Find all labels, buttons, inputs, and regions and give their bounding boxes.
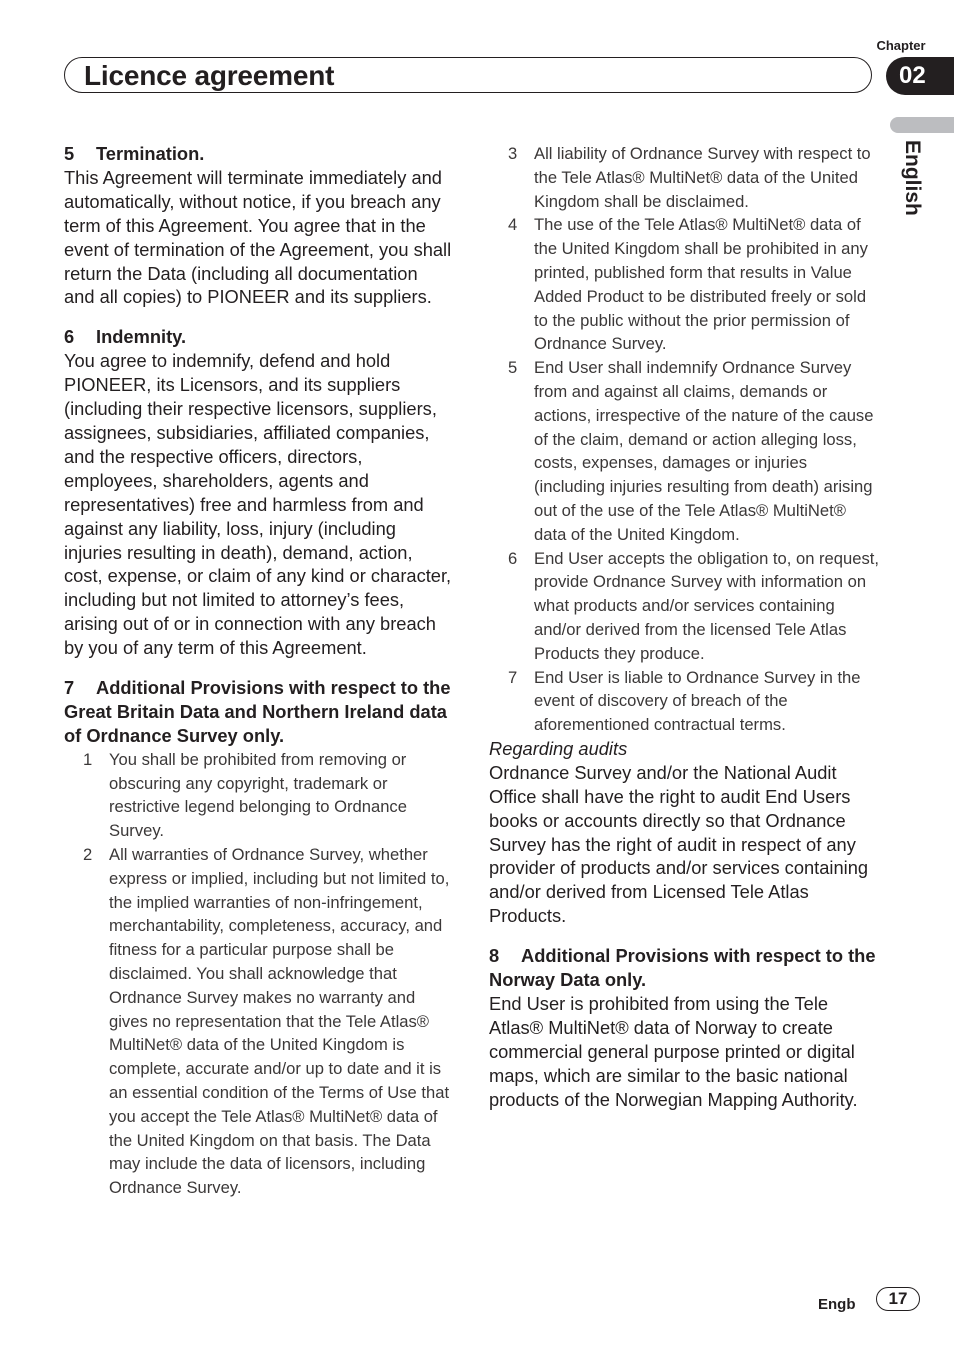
list-item — [489, 547, 881, 666]
section-5-number: 5 — [64, 143, 75, 164]
section-7-heading — [64, 676, 452, 748]
list-item-text: End User shall indemnify Ordnance Survey from and against all claims, demands or actions, irrespective of the nature of the cause of the claim, demand or action alleging loss, costs, expenses, damages or injuries (including injuries resulting from death) arising out of the use of the Tele Atlas® MultiNet® data of the United Kingdom. — [534, 358, 874, 544]
list-item-text: All liability of Ordnance Survey with respect to the Tele Atlas® MultiNet® data of the United Kingdom shall be disclaimed. — [534, 144, 871, 211]
section-8-title: Additional Provisions with respect to the Norway Data only. — [489, 945, 876, 991]
section-8-body: End User is prohibited from using the Tele Atlas® MultiNet® data of Norway to create commercial general purpose printed or digital maps, which are similar to the basic national products of the Norwegian Mapping Authority. — [489, 992, 858, 1110]
audits-body: Ordnance Survey and/or the National Audit Office shall have the right to audit End Users books or accounts directly so that Ordnance Survey has the right of audit in respect of any provider of products and/or services containing and/or derived from Licensed Tele Atlas Products. — [489, 761, 869, 927]
list-item — [64, 748, 452, 843]
section-5-title: Termination. — [96, 143, 205, 164]
locale-code: Engb — [818, 1296, 856, 1313]
list-item — [489, 142, 881, 213]
section-7-title: Additional Provisions with respect to the Great Britain Data and Northern Ireland data of Ordnance Survey only. — [64, 677, 451, 746]
chapter-badge: 02 — [886, 57, 954, 95]
list-item-number: 7 — [508, 667, 518, 687]
language-tab — [890, 117, 954, 133]
section-5-body: This Agreement will terminate immediately and automatically, without notice, if you breach any term of this Agreement. You agree that in the event of termination of the Agreement, you shall return the Data (including all documentation and all copies) to PIONEER and its suppliers. — [64, 166, 452, 308]
list-item-number: 6 — [508, 548, 518, 568]
list-item — [489, 666, 881, 737]
section-5-heading — [64, 142, 452, 166]
list-item-text: All warranties of Ordnance Survey, whether express or implied, including but not limited to, the implied warranties of non-infringement, merchantability, completeness, accuracy, and fitness for a particular purpose shall be disclaimed. You shall acknowledge that Ordnance Survey makes no warranty and gives no representation that the Tele Atlas® MultiNet® data of the United Kingdom is complete, accurate and/or up to date and it is an essential condition of the Terms of Use that you accept the Tele Atlas® MultiNet® data of the United Kingdom on that basis. The Data may include the data of licensors, including Ordnance Survey. — [109, 844, 450, 1198]
list-item — [64, 843, 452, 1200]
chapter-label: Chapter — [876, 38, 926, 53]
list-item-text: The use of the Tele Atlas® MultiNet® data of the United Kingdom shall be prohibited in any printed, published form that results in Value Added Product to be distributed freely or sold to the public without the prior permission of Ordnance Survey. — [534, 215, 868, 354]
language-label: English — [901, 140, 924, 216]
list-item-text: End User accepts the obligation to, on request, provide Ordnance Survey with information on what products and/or services containing and/or derived from the licensed Tele Atlas Products they produce. — [534, 548, 879, 663]
audits-heading: Regarding audits — [489, 737, 628, 759]
section-6-number: 6 — [64, 326, 75, 348]
section-7-list — [64, 748, 452, 1200]
section-8-heading — [489, 944, 881, 992]
list-item-number: 3 — [508, 144, 518, 163]
left-column — [64, 142, 452, 1200]
list-item-text: End User is liable to Ordnance Survey in the event of discovery of breach of the aforementioned contractual terms. — [534, 667, 861, 735]
page-number: 17 — [876, 1287, 920, 1311]
section-7-number: 7 — [64, 677, 75, 699]
list-item-number: 1 — [83, 749, 93, 769]
list-item-number: 4 — [508, 215, 518, 235]
page-title: Licence agreement — [84, 60, 335, 91]
list-item-text: You shall be prohibited from removing or obscuring any copyright, trademark or restrictive legend belonging to Ordnance Survey. — [109, 749, 407, 841]
right-column — [489, 142, 881, 1112]
list-item — [489, 356, 881, 546]
section-7-list-continued — [489, 142, 881, 737]
section-6-body: You agree to indemnify, defend and hold PIONEER, its Licensors, and its suppliers (including their respective licensors, suppliers, assignees, subsidiaries, affiliated companies, and the respective officers, directors, employees, shareholders, agents and representatives) free and harmless from and against any liability, loss, injury (including injuries resulting in death), demand, action, cost, expense, or claim of any kind or character, including but not limited to attorney’s fees, arising out of or in connection with any breach by you of any term of this Agreement. — [64, 350, 452, 659]
list-item-number: 2 — [83, 844, 93, 864]
list-item-number: 5 — [508, 358, 518, 378]
section-6-title: Indemnity. — [96, 326, 187, 348]
section-8-number: 8 — [489, 945, 500, 967]
list-item — [489, 213, 881, 356]
section-6-heading — [64, 325, 452, 349]
